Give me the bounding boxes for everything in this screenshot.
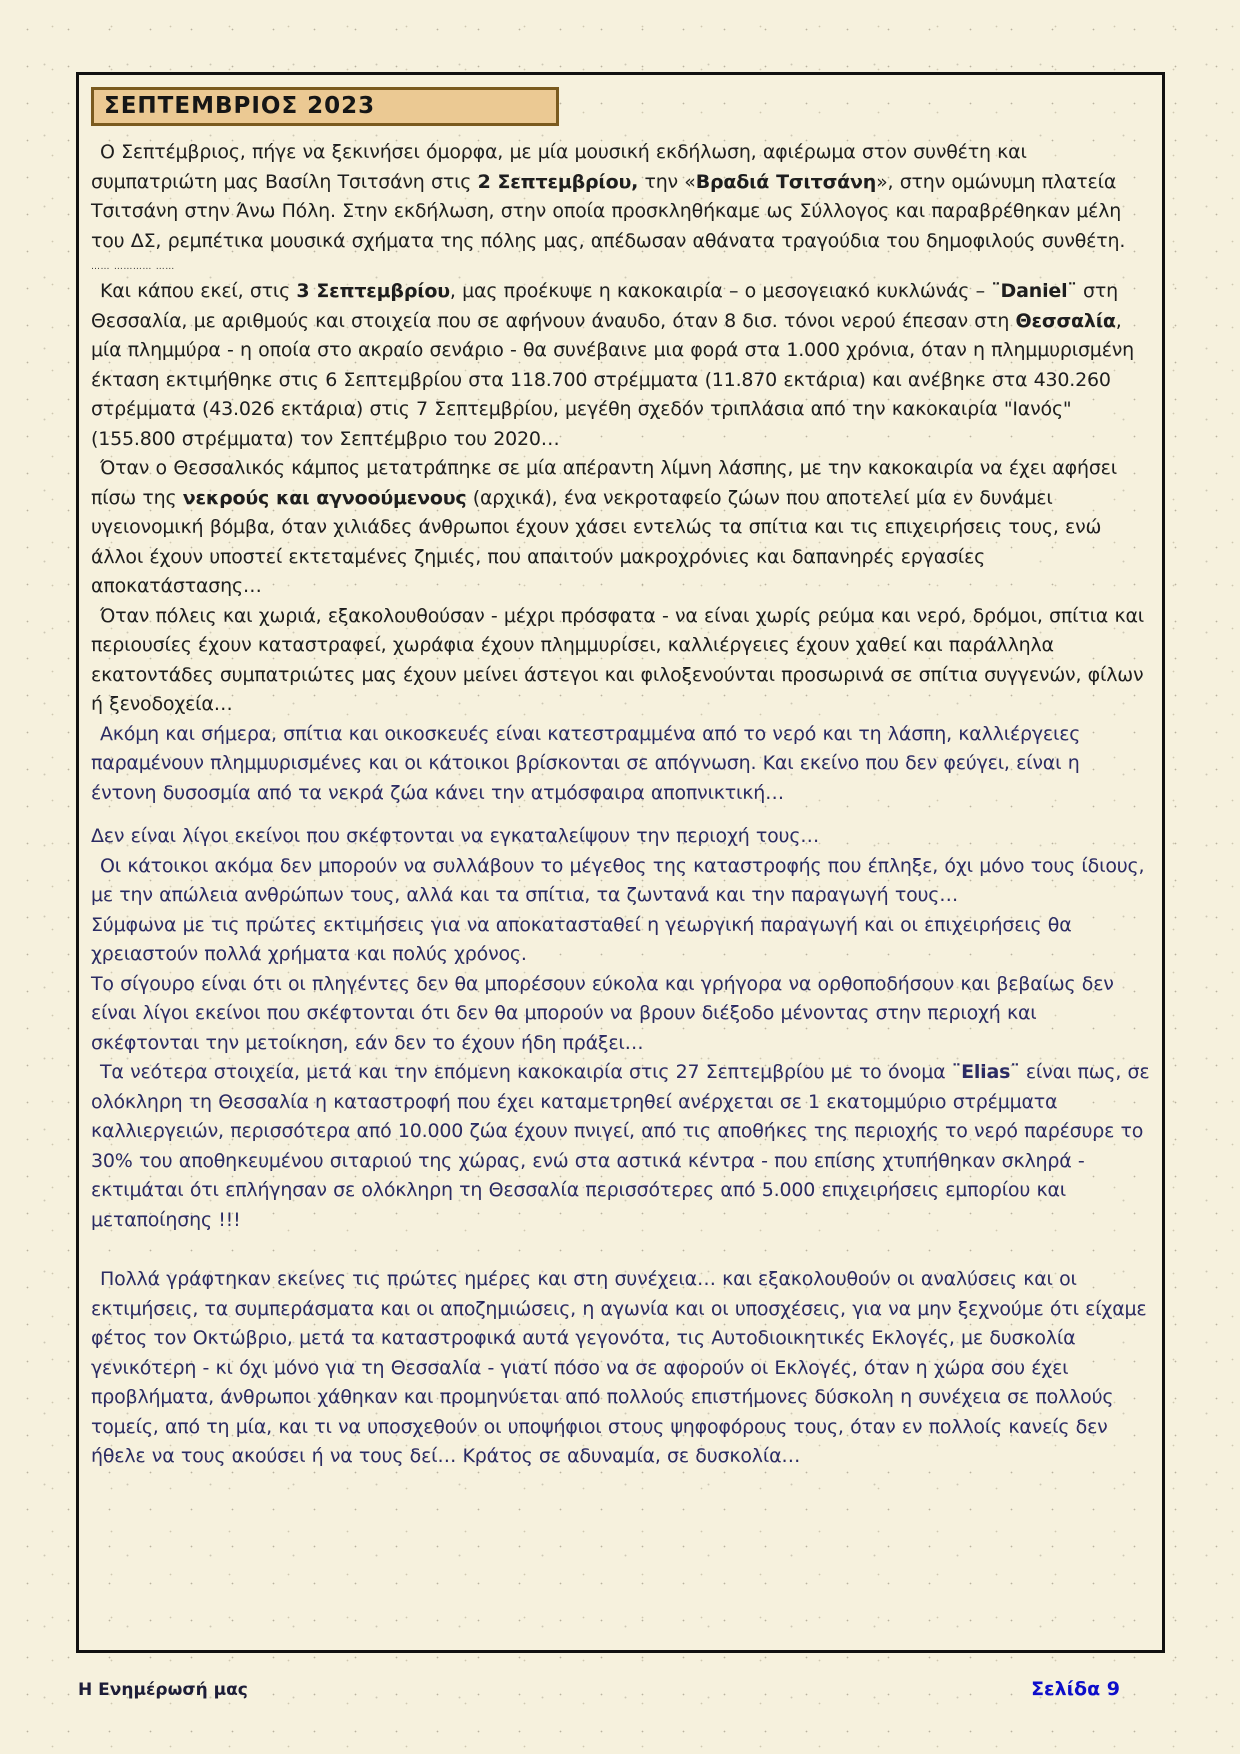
paragraph: Το σίγουρο είναι ότι οι πληγέντες δεν θα μπορέσουν εύκολα και γρήγορα να ορθοποδήσουν και βεβαίως δεν είναι λίγοι εκείνοι που σκέφτονται ότι δεν θα μπορούν να βρουν διέξοδο μένοντας στην περιοχή και σκέφτονται την μετοίκηση, εάν δεν το έχουν ήδη πράξει… (91, 972, 1114, 1054)
paragraph: Τα νεότερα στοιχεία, μετά και την επόμενη κακοκαιρία στις 27 Σεπτεμβρίου με το όνομα ¨Elias¨ είναι πως, σε ολόκληρη τη Θεσσαλία η καταστροφή που έχει καταμετρηθεί ανέρχεται σε 1 εκατομμύριο στρέμματα καλλιεργειών, περισσότερα από 10.000 ζώα έχουν πνιγεί, από τις αποθήκες της περιοχής το νερό παρέσυρε το 30% του αποθηκευμένου σιταριού της χώρας, ενώ στα αστικά κέντρα - που επίσης χτυπήθηκαν σκληρά - εκτιμάται ότι επλήγησαν σε ολόκληρη τη Θεσσαλία περισσότερες από 5.000 επιχειρήσεις εμπορίου και μεταποίησης !!! (91, 1061, 1150, 1231)
dotted-separator: …… ………… …… (91, 262, 175, 272)
section-title: ΣΕΠΤΕΜΒΡΙΟΣ 2023 (104, 93, 376, 119)
section-header (91, 87, 559, 126)
page-footer (78, 1678, 1164, 1700)
page-number: Σελίδα 9 (1031, 1678, 1120, 1700)
newsletter-name: Η Ενημέρωσή μας (78, 1680, 248, 1700)
article-body (91, 138, 1150, 1472)
paragraph: Και κάπου εκεί, στις 3 Σεπτεμβρίου, μας προέκυψε η κακοκαιρία – ο μεσογειακό κυκλώνάς – ¨Daniel¨ στη Θεσσαλία, με αριθμούς και στοιχεία που σε αφήνουν άναυδο, όταν 8 δισ. τόνοι νερού έπεσαν στη Θεσσαλία, μία πλημμύρα - η οποία στο ακραίο σενάριο - θα συνέβαινε μια φορά στα 1.000 χρόνια, όταν η πλημμυρισμένη έκταση εκτιμήθηκε στις 6 Σεπτεμβρίου στα 118.700 στρέμματα (11.870 εκτάρια) και ανέβηκε στα 430.260 στρέμματα (43.026 εκτάρια) στις 7 Σεπτεμβρίου, μεγέθη σχεδόν τριπλάσια από την κακοκαιρία "Ιανός" (155.800 στρέμματα) τον Σεπτέμβριο του 2020… (91, 280, 1135, 450)
paragraph: Όταν ο Θεσσαλικός κάμπος μετατράπηκε σε μία απέραντη λίμνη λάσπης, με την κακοκαιρία να έχει αφήσει πίσω της νεκρούς και αγνοούμενους (αρχικά), ένα νεκροταφείο ζώων που αποτελεί μία εν δυνάμει υγειονομική βόμβα, όταν χιλιάδες άνθρωποι έχουν χάσει εντελώς τα σπίτια και τις επιχειρήσεις τους, ενώ άλλοι έχουν υποστεί εκτεταμένες ζημιές, που απαιτούν μακροχρόνιες και δαπανηρές εργασίες αποκατάστασης… (91, 457, 1117, 597)
paragraph: Ο Σεπτέμβριος, πήγε να ξεκινήσει όμορφα, με μία μουσική εκδήλωση, αφιέρωμα στον συνθέτη και συμπατριώτη μας Βασίλη Τσιτσάνη στις 2 Σεπτεμβρίου, την «Βραδιά Τσιτσάνη», στην ομώνυμη πλατεία Τσιτσάνη στην Άνω Πόλη. Στην εκδήλωση, στην οποία προσκληθήκαμε ως Σύλλογος και παραβρέθηκαν μέλη του ΔΣ, ρεμπέτικα μουσικά σχήματα της πόλης μας, απέδωσαν αθάνατα τραγούδια του δημοφιλούς συνθέτη. (91, 141, 1126, 252)
paragraph: Σύμφωνα με τις πρώτες εκτιμήσεις για να αποκατασταθεί η γεωργική παραγωγή και οι επιχειρήσεις θα χρειαστούν πολλά χρήματα και πολύς χρόνος. (91, 913, 1072, 965)
paragraph: Πολλά γράφτηκαν εκείνες τις πρώτες ημέρες και στη συνέχεια… και εξακολουθούν οι αναλύσεις και οι εκτιμήσεις, τα συμπεράσματα και οι αποζημιώσεις, η αγωνία και οι υποσχέσεις, για να μην ξεχνούμε ότι είχαμε φέτος τον Οκτώβριο, μετά τα καταστροφικά αυτά γεγονότα, τις Αυτοδιοικητικές Εκλογές, με δυσκολία γενικότερη - κι όχι μόνο για τη Θεσσαλία - γιατί πόσο να σε αφορούν οι Εκλογές, όταν η χώρα σου έχει προβλήματα, άνθρωποι χάθηκαν και προμηνύεται από πολλούς επιστήμονες δύσκολη η συνέχεια σε πολλούς τομείς, από τη μία, και τι να υποσχεθούν οι υποψήφιοι στους ψηφοφόρους τους, όταν εν πολλοίς κανείς δεν ήθελε να τους ακούσει ή να τους δεί… Κράτος σε αδυναμία, σε δυσκολία… (91, 1268, 1147, 1467)
paragraph: Όταν πόλεις και χωριά, εξακολουθούσαν - μέχρι πρόσφατα - να είναι χωρίς ρεύμα και νερό, δρόμοι, σπίτια και περιουσίες έχουν καταστραφεί, χωράφια έχουν πλημμυρίσει, καλλιέργειες έχουν χαθεί και παράλληλα εκατοντάδες συμπατριώτες μας έχουν μείνει άστεγοι και φιλοξενούνται προσωρινά σε σπίτια συγγενών, φίλων ή ξενοδοχεία… (91, 604, 1145, 715)
paragraph: Οι κάτοικοι ακόμα δεν μπορούν να συλλάβουν το μέγεθος της καταστροφής που έπληξε, όχι μόνο τους ίδιους, με την απώλεια ανθρώπων τους, αλλά και τα σπίτια, τα ζωντανά και την παραγωγή τους… (91, 854, 1145, 906)
page-frame (76, 72, 1165, 1653)
paragraph: Ακόμη και σήμερα, σπίτια και οικοσκευές είναι κατεστραμμένα από το νερό και τη λάσπη, καλλιέργειες παραμένουν πλημμυρισμένες και οι κάτοικοι βρίσκονται σε απόγνωση. Και εκείνο που δεν φεύγει, είναι η έντονη δυσοσμία από τα νεκρά ζώα κάνει την ατμόσφαιρα αποπνικτική… (91, 722, 1081, 804)
paragraph: Δεν είναι λίγοι εκείνοι που σκέφτονται να εγκαταλείψουν την περιοχή τους… (91, 825, 820, 847)
